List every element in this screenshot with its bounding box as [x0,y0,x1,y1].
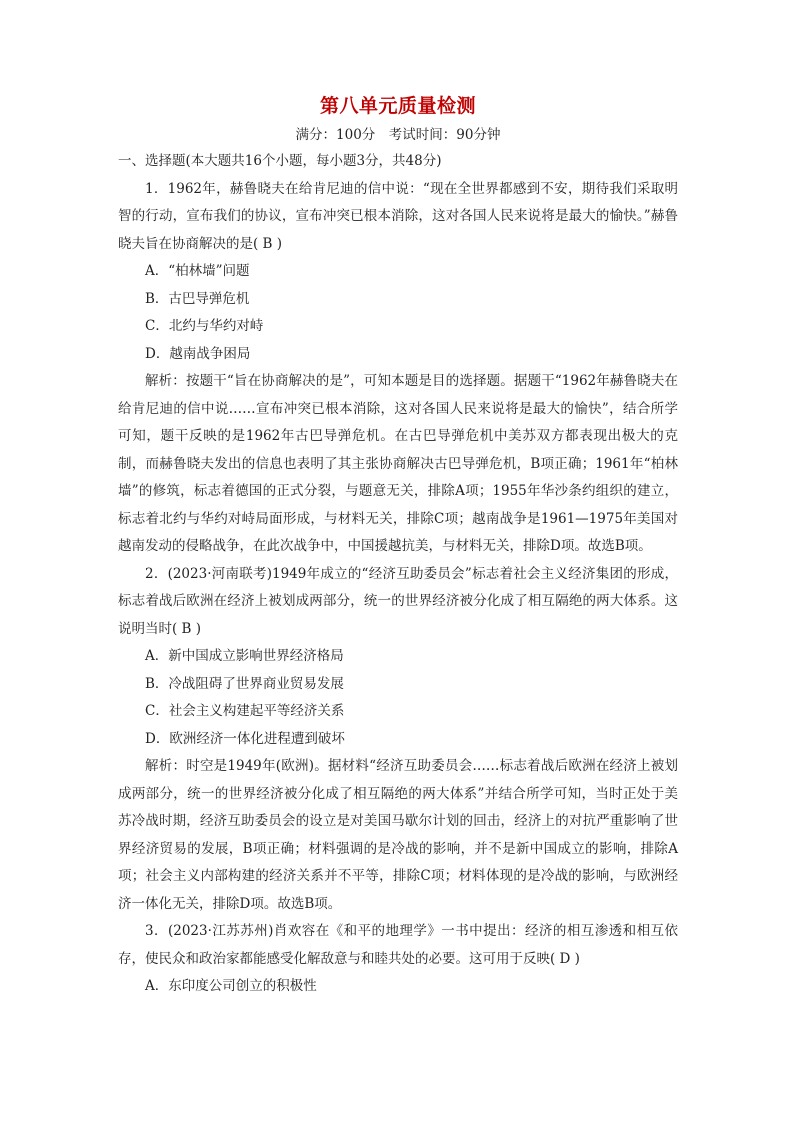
option-b: B．冷战阻碍了世界商业贸易发展 [145,675,344,692]
question-2 [118,561,678,919]
question-analysis: 解析：按题干“旨在协商解决的是”，可知本题是目的选择题。据题干“1962年赫鲁晓夫在给肯尼迪的信中说……宣布冲突已根本消除，这对各国人民来说将是最大的愉快”，结合所学可知，题干反映的是1962年古巴导弹危机。在古巴导弹危机中美苏双方都表现出极大的克制，而赫鲁晓夫发出的信息也表明了其主张协商解决古巴导弹危机，B项正确；1961年“柏林墙”的修筑，标志着德国的正式分裂，与题意无关，排除A项；1955年华沙条约组织的建立，标志着北约与华约对峙局面形成，与材料无关，排除C项；越南战争是1961—1975年美国对越南发动的侵略战争，在此次战争中，中国援越抗美，与材料无关，排除D项。故选B项。 [118,373,678,554]
section-heading: 一、选择题(本大题共16个小题，每小题3分，共48分) [118,153,442,169]
option-a: A．新中国成立影响世界经济格局 [145,648,344,664]
option-a: A．“柏林墙”问题 [145,263,250,279]
document-page [118,92,678,1001]
option-b: B．古巴导弹危机 [145,290,250,307]
question-stem: 1．1962年，赫鲁晓夫在给肯尼迪的信中说：“现在全世界都感到不安，期待我们采取明智的行动，宣布我们的协议，宣布冲突已根本消除，这对各国人民来说将是最大的愉快。”赫鲁晓夫旨在协商解决的是( B ) [118,180,678,252]
question-analysis: 解析：时空是1949年(欧洲)。据材料“经济互助委员会……标志着战后欧洲在经济上被划成两部分，统一的世界经济被分化成了相互隔绝的两大体系”并结合所学可知，当时正处于美苏冷战时期，经济互助委员会的设立是对美国马歇尔计划的回击，经济上的对抗严重影响了世界经济贸易的发展，B项正确；材料强调的是冷战的影响，并不是新中国成立的影响，排除A项；社会主义内部构建的经济关系并不平等，排除C项；材料体现的是冷战的影响，与欧洲经济一体化无关，排除D项。故选B项。 [118,758,678,912]
question-1 [118,176,678,561]
exam-meta: 满分：100分 考试时间：90分钟 [295,127,501,143]
option-a: A．东印度公司创立的积极性 [145,978,317,994]
page-title: 第八单元质量检测 [319,95,476,117]
option-c: C．北约与华约对峙 [145,318,264,334]
option-d: D．越南战争困局 [145,345,251,362]
question-stem: 3．(2023·江苏苏州)肖欢容在《和平的地理学》一书中提出：经济的相互渗透和相互依存，使民众和政治家都能感受化解敌意与和睦共处的必要。这可用于反映( D ) [118,923,678,967]
question-stem: 2．(2023·河南联考)1949年成立的“经济互助委员会”标志着社会主义经济集团的形成，标志着战后欧洲在经济上被划成两部分，统一的世界经济被分化成了相互隔绝的两大体系。这说明当时( B ) [118,565,678,637]
option-c: C．社会主义构建起平等经济关系 [145,703,345,719]
question-3 [118,918,678,1001]
option-d: D．欧洲经济一体化进程遭到破坏 [145,730,345,747]
